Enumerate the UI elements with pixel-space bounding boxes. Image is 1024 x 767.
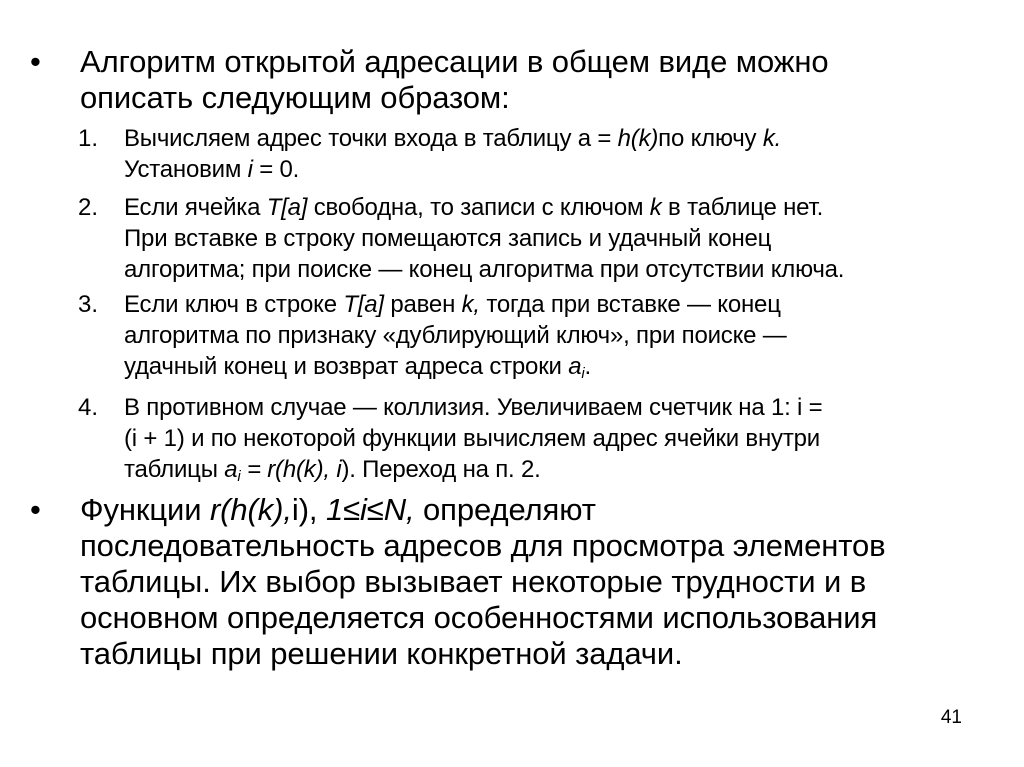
text-run: Если ключ в строке — [124, 291, 344, 318]
subscript: i — [581, 365, 585, 382]
formula-run: = r(h(k), i — [240, 456, 342, 483]
step-line — [124, 289, 1004, 320]
text-run: по ключу — [658, 125, 763, 152]
step-line: алгоритма; при поиске — конец алгоритма при отсутствии ключа. — [124, 256, 845, 283]
text-run: Если ячейка — [124, 194, 267, 221]
text-run: ). Переход на п. 2. — [341, 456, 541, 483]
step-number: 4. — [78, 394, 99, 421]
step-line: При вставке в строку помещаются запись и удачный конец — [124, 225, 772, 252]
bullet-marker: • — [30, 492, 41, 527]
text-run: . — [584, 353, 591, 380]
text-run: таблицы — [124, 456, 225, 483]
formula-run: i — [247, 156, 253, 183]
outro-line — [80, 492, 1010, 528]
subscript: i — [237, 468, 241, 485]
text-run: удачный конец и возврат адреса строки — [124, 353, 569, 380]
step-1-text — [124, 123, 1004, 185]
formula-run: 1≤i≤N, — [325, 492, 415, 527]
text-run: Функции — [80, 492, 210, 527]
text-run: Вычисляем адрес точки входа в таблицу a = — [124, 125, 618, 152]
step-number: 2. — [78, 194, 99, 221]
formula-run: k — [649, 194, 662, 221]
step-line — [124, 454, 1004, 492]
step-line — [124, 123, 1004, 154]
formula-run: T[a] — [343, 291, 384, 318]
intro-paragraph — [80, 44, 1010, 116]
text-run: = 0. — [252, 156, 300, 183]
formula-run: k. — [762, 125, 782, 152]
outro-line: таблицы при решении конкретной задачи. — [80, 636, 683, 671]
text-run: определяют — [414, 492, 596, 527]
step-line — [124, 154, 1004, 185]
formula-run: h(k) — [617, 125, 659, 152]
outro-paragraph — [80, 492, 1010, 672]
formula-run: r(h(k), — [209, 492, 292, 527]
outro-line: основном определяется особенностями использования — [80, 600, 878, 635]
step-2-text — [124, 192, 1004, 285]
step-line: (i + 1) и по некоторой функции вычисляем адрес ячейки внутри — [124, 425, 820, 452]
bullet-marker: • — [30, 44, 41, 79]
step-3-text — [124, 289, 1004, 389]
text-run: тогда при вставке — конец — [479, 291, 781, 318]
step-line — [124, 351, 1004, 389]
formula-run: a — [224, 456, 238, 483]
formula-run: T[a] — [266, 194, 308, 221]
intro-line: описать следующим образом: — [80, 80, 510, 115]
text-run: Установим — [124, 156, 248, 183]
formula-run: k, — [461, 291, 480, 318]
outro-line: последовательность адресов для просмотра элементов — [80, 528, 886, 563]
page-number: 41 — [940, 707, 962, 728]
text-run: свободна, то записи с ключом — [307, 194, 650, 221]
formula-run: a — [568, 353, 582, 380]
intro-line: Алгоритм открытой адресации в общем виде можно — [80, 44, 829, 79]
text-run: равен — [383, 291, 462, 318]
step-number: 1. — [78, 125, 99, 152]
step-line — [124, 192, 1004, 223]
text-run: в таблице нет. — [661, 194, 824, 221]
step-line: алгоритма по признаку «дублирующий ключ», при поиске — — [124, 322, 787, 349]
text-run: i), — [291, 492, 326, 527]
step-number: 3. — [78, 291, 99, 318]
outro-line: таблицы. Их выбор вызывает некоторые трудности и в — [80, 564, 867, 599]
step-4-text — [124, 392, 1004, 492]
step-line: В противном случае — коллизия. Увеличиваем счетчик на 1: i = — [124, 394, 823, 421]
